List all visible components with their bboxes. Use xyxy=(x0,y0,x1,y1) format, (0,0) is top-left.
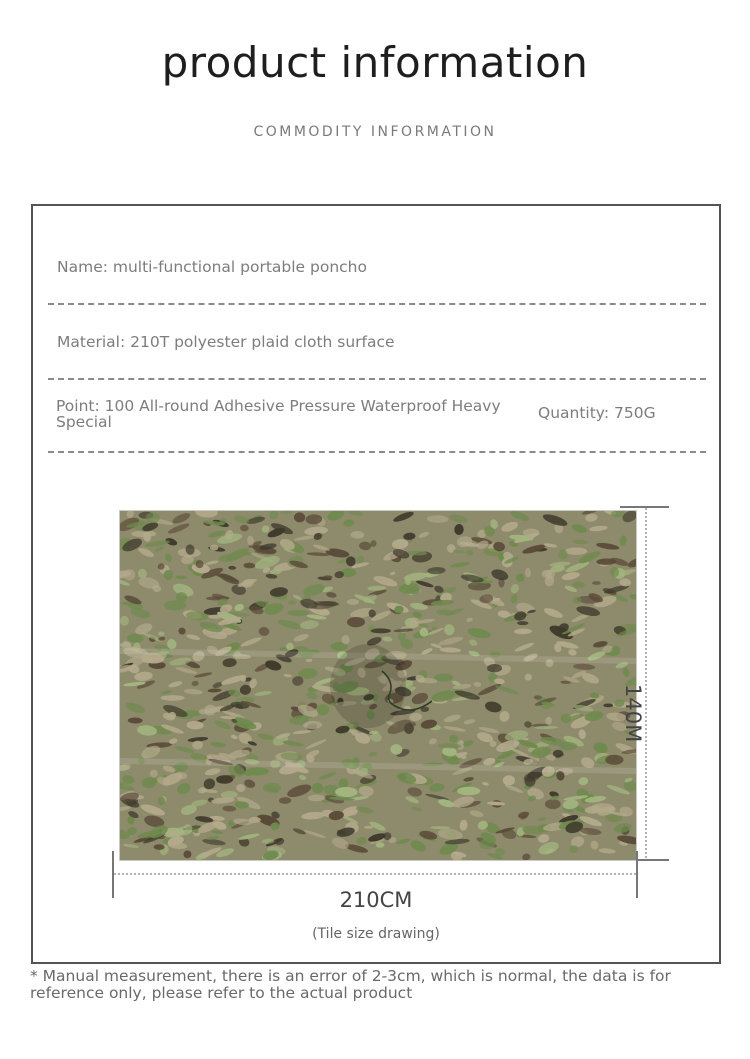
camo-pattern xyxy=(120,511,636,860)
spec-name: Name: multi-functional portable poncho xyxy=(57,258,367,276)
page-subtitle: COMMODITY INFORMATION xyxy=(253,124,497,140)
diagram-caption: (Tile size drawing) xyxy=(312,926,440,942)
divider-3 xyxy=(48,451,706,453)
spec-quantity: Quantity: 750G xyxy=(538,404,656,422)
width-label: 210CM xyxy=(339,888,413,912)
measurement-note: * Manual measurement, there is an error of 2-3cm, which is normal, the data is for reference only, please refer to the actual product xyxy=(30,967,671,1002)
divider-2 xyxy=(48,378,706,380)
height-label: 140M xyxy=(621,684,645,743)
spec-material: Material: 210T polyester plaid cloth surface xyxy=(57,333,395,351)
spec-point: Point: 100 All-round Adhesive Pressure Waterproof Heavy Special xyxy=(56,397,501,431)
page-title: product information xyxy=(161,38,589,87)
divider-1 xyxy=(48,303,706,305)
poncho-photo xyxy=(119,510,637,861)
info-frame xyxy=(31,204,721,964)
